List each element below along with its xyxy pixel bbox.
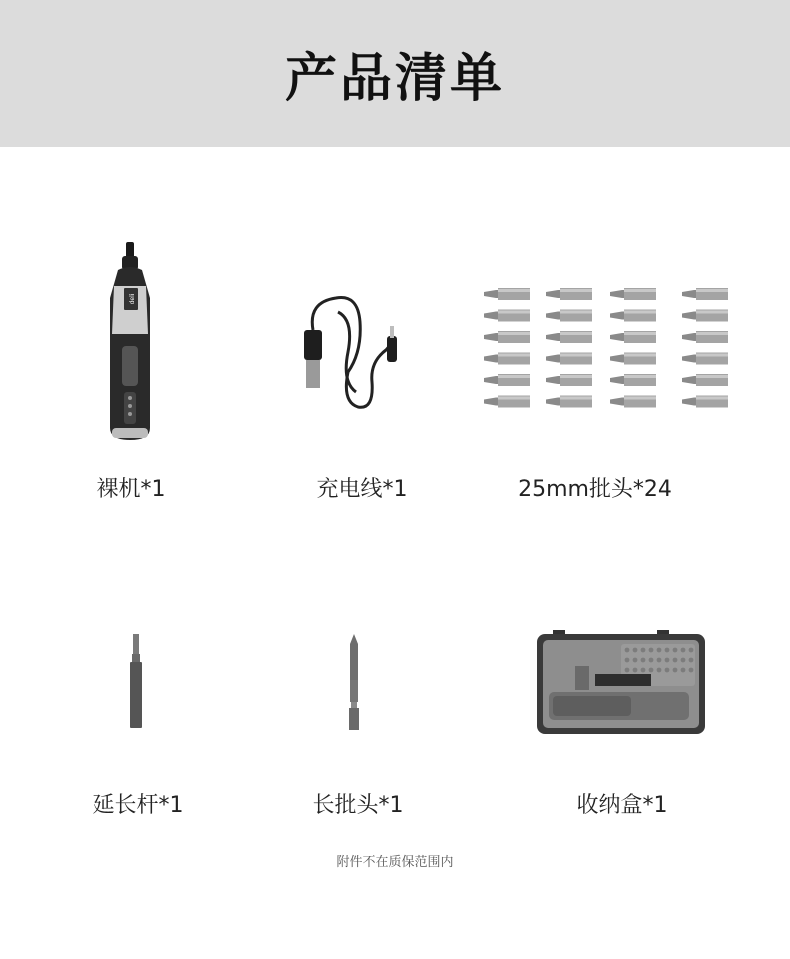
usb-cable-icon — [298, 292, 408, 412]
extension-rod-icon — [126, 634, 146, 730]
bit-item — [484, 374, 530, 386]
bit-item — [546, 310, 592, 322]
bit-item — [682, 288, 728, 300]
bit-item — [610, 310, 656, 322]
item-label-body: 裸机*1 — [96, 477, 166, 502]
bit-item — [610, 353, 656, 365]
brand-logo-text: deli — [129, 293, 136, 305]
bit-item — [546, 353, 592, 365]
long-bit-icon — [344, 634, 364, 730]
item-label-cable: 充电线*1 — [316, 477, 408, 502]
bit-item — [484, 331, 530, 343]
item-label-box: 收纳盒*1 — [576, 793, 668, 818]
bit-item — [484, 310, 530, 322]
bit-item — [546, 288, 592, 300]
bit-item — [546, 396, 592, 408]
bit-item — [610, 331, 656, 343]
bit-item — [546, 331, 592, 343]
storage-box-icon — [535, 630, 707, 736]
bit-item — [682, 353, 728, 365]
bit-item — [484, 288, 530, 300]
bit-item — [484, 353, 530, 365]
bit-item — [610, 374, 656, 386]
bit-set-icon — [484, 284, 732, 412]
bit-item — [682, 396, 728, 408]
item-label-bits: 25mm批头*24 — [518, 477, 672, 502]
item-label-rod: 延长杆*1 — [92, 793, 184, 818]
bit-item — [546, 374, 592, 386]
bit-item — [610, 288, 656, 300]
bit-item — [682, 374, 728, 386]
bit-item — [682, 310, 728, 322]
item-label-long-bit: 长批头*1 — [312, 793, 404, 818]
bit-item — [484, 396, 530, 408]
warranty-footnote: 附件不在质保范围内 — [336, 855, 454, 870]
page-title: 产品清单 — [284, 49, 505, 109]
bit-item — [682, 331, 728, 343]
page-header — [0, 0, 790, 147]
bit-item — [610, 396, 656, 408]
screwdriver-body-icon — [100, 238, 160, 444]
